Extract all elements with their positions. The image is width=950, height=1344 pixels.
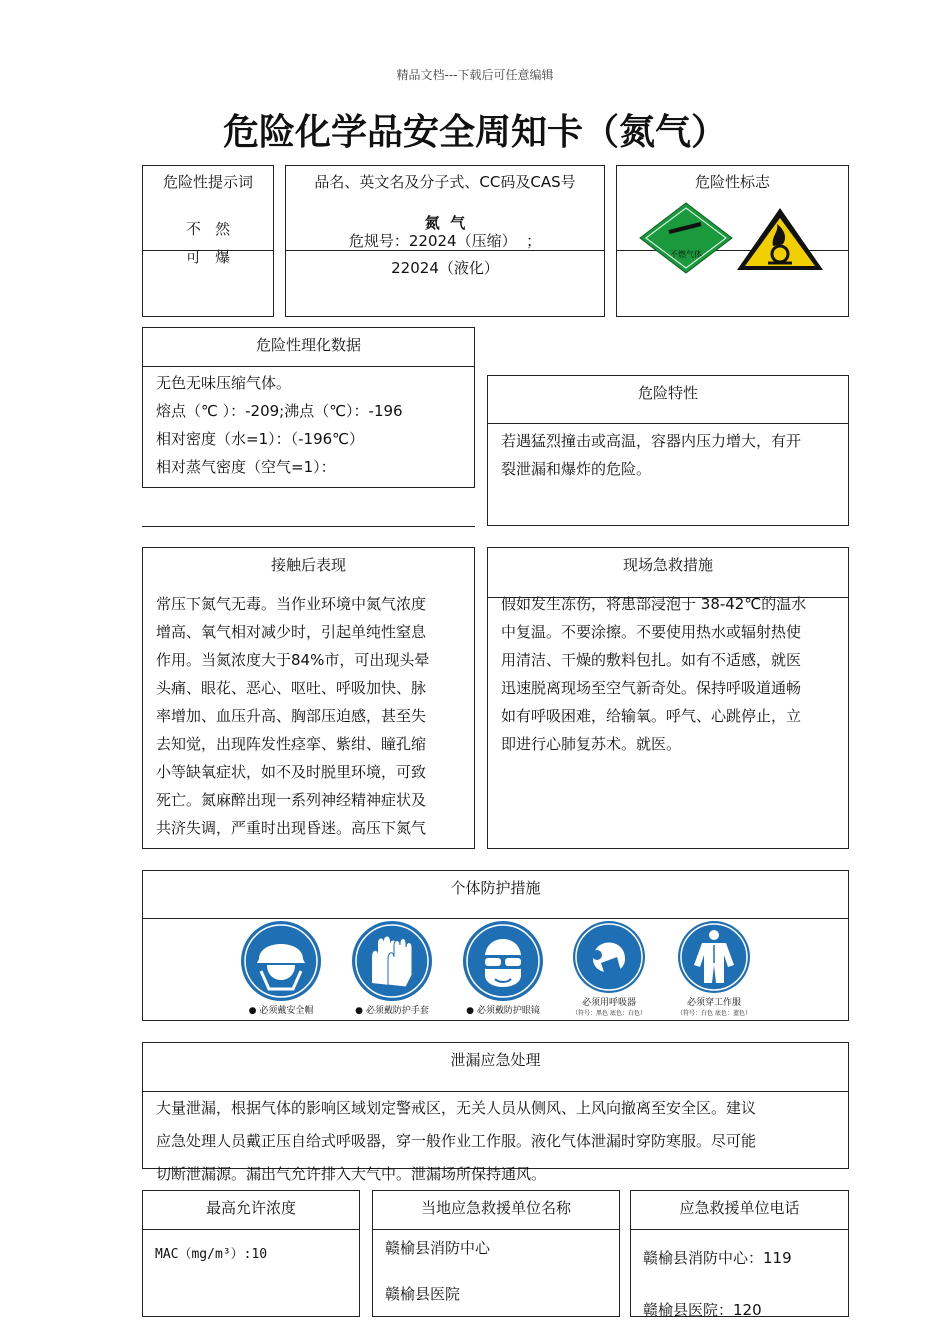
physchem-line: 无色无味压缩气体。 (156, 374, 292, 392)
divider (286, 250, 604, 251)
page-title: 危险化学品安全周知卡（氮气） (222, 111, 727, 153)
mac-value: MAC（mg/m³）:10 (155, 1247, 268, 1262)
hazard-prop-line: 若遇猛烈撞击或高温，容器内压力增大，有开 (501, 432, 802, 450)
hazard-prop-text (501, 427, 801, 483)
divider (488, 597, 848, 598)
hazard-code-line1: 危规号：22024（压缩） ； (348, 232, 542, 250)
contact-line: 增高、氧气相对减少时，引起单纯性窒息 (156, 623, 427, 641)
leak-heading: 泄漏应急处理 (450, 1051, 541, 1069)
contact-line: 共济失调，严重时出现昏迷。高压下氮气 (156, 819, 427, 837)
divider (373, 1229, 619, 1230)
identity-heading: 品名、英文名及分子式、CC码及CAS号 (314, 173, 576, 191)
phones-box (630, 1190, 849, 1317)
oxidizer-warning-triangle-icon (735, 206, 825, 272)
ppe-sublabel: （符号：白色 底色：蓝色） (677, 1010, 751, 1017)
phones-heading: 应急救援单位电话 (679, 1199, 800, 1217)
first-aid-line: 迅速脱离现场至空气新奇处。保持呼吸道通畅 (501, 679, 802, 697)
local-units-heading: 当地应急救援单位名称 (420, 1199, 571, 1217)
gloves-icon (350, 919, 434, 1003)
ppe-heading: 个体防护措施 (450, 879, 541, 897)
first-aid-line: 即进行心肺复苏术。就医。 (501, 735, 682, 753)
ppe-box (142, 870, 849, 1021)
contact-text (156, 590, 429, 842)
divider (488, 423, 848, 424)
ppe-label: 必须戴安全帽 (259, 1006, 314, 1016)
hard-hat-icon (239, 919, 323, 1003)
physchem-line: 熔点（℃ ）：-209;沸点（℃）：-196 (156, 402, 403, 420)
hazard-prop-heading: 危险特性 (637, 384, 698, 402)
goggles-icon (461, 919, 545, 1003)
physchem-heading: 危险性理化数据 (255, 336, 361, 354)
hazard-sign-box (616, 165, 849, 317)
local-unit-1: 赣榆县消防中心 (385, 1239, 491, 1257)
first-aid-box (487, 547, 849, 849)
divider (631, 1229, 848, 1230)
first-aid-text (501, 590, 806, 758)
ppe-caption-work-clothes (654, 995, 774, 1017)
ppe-label: 必须戴防护眼镜 (476, 1006, 540, 1016)
substance-name: 氮 气 (424, 214, 466, 232)
hazard-word-box (142, 165, 274, 317)
non-flammable-gas-diamond-icon (639, 202, 733, 274)
diamond-label: 不燃气体 (670, 250, 702, 259)
contact-box (142, 547, 475, 849)
mac-heading: 最高允许浓度 (205, 1199, 296, 1217)
contact-heading: 接触后表现 (270, 556, 346, 574)
first-aid-line: 用清洁、干燥的敷料包扎。如有不适感，就医 (501, 651, 802, 669)
ppe-caption-hard-hat: ● 必须戴安全帽 (248, 1006, 314, 1016)
hazard-word-heading: 危险性提示词 (162, 173, 253, 191)
leak-line: 大量泄漏，根据气体的影响区域划定警戒区，无关人员从侧风、上风向撤离至安全区。建议 (156, 1099, 757, 1117)
phone-line-2: 赣榆县医院：120 (643, 1301, 762, 1319)
first-aid-line: 假如发生冻伤，将患部浸泡于 38-42℃的温水 (501, 595, 807, 613)
first-aid-body (488, 595, 848, 848)
local-units-box (372, 1190, 620, 1317)
divider (143, 1229, 359, 1230)
hazard-prop-line: 裂泄漏和爆炸的危险。 (501, 460, 652, 478)
leak-line: 切断泄漏源。漏出气允许排入大气中。泄漏场所保持通风。 (156, 1165, 547, 1183)
hazard-code-line2: 22024（液化） (391, 259, 499, 277)
contact-line: 头痛、眼花、恶心、呕吐、呼吸加快、脉 (156, 679, 427, 697)
identity-box (285, 165, 605, 317)
contact-line: 常压下氮气无毒。当作业环境中氮气浓度 (156, 595, 427, 613)
respirator-icon (571, 919, 647, 995)
ppe-caption-goggles: ● 必须戴防护眼镜 (466, 1006, 540, 1016)
first-aid-heading: 现场急救措施 (622, 556, 713, 574)
work-clothes-icon (676, 919, 752, 995)
local-unit-2: 赣榆县医院 (385, 1285, 461, 1303)
physchem-text (156, 369, 403, 481)
ppe-caption-respirator (549, 995, 669, 1017)
contact-line: 死亡。氮麻醉出现一系列神经精神症状及 (156, 791, 427, 809)
contact-line: 小等缺氧症状，如不及时脱里环境，可致 (156, 763, 427, 781)
first-aid-line: 中复温。不要涂擦。不要使用热水或辐射热使 (501, 623, 802, 641)
physchem-line: 相对密度（水=1）：（-196℃） (156, 430, 365, 448)
leak-text (156, 1092, 756, 1191)
phone-line-1: 赣榆县消防中心：119 (643, 1249, 792, 1267)
contact-line: 作用。当氮浓度大于84%市，可出现头晕 (156, 651, 430, 669)
hazard-sign-heading: 危险性标志 (694, 173, 770, 191)
divider (142, 526, 475, 527)
ppe-sublabel: （符号：黑色 底色：白色） (572, 1010, 646, 1017)
first-aid-line: 如有呼吸困难，给输氧。呼气、心跳停止，立 (501, 707, 802, 725)
hazard-prop-box (487, 375, 849, 526)
mac-box (142, 1190, 360, 1317)
divider (143, 366, 474, 367)
leak-box (142, 1042, 849, 1183)
header-note: 精品文档---下载后可任意编辑 (396, 68, 554, 82)
hazard-word-line2: 可 爆 (185, 248, 231, 266)
hazard-word-line1: 不 然 (185, 220, 231, 238)
contact-line: 率增加、血压升高、胸部压迫感，甚至失 (156, 707, 427, 725)
ppe-label: 必须用呼吸器 (581, 998, 636, 1008)
leak-line: 应急处理人员戴正压自给式呼吸器，穿一般作业工作服。液化气体泄漏时穿防寒服。尽可能 (156, 1132, 757, 1150)
contact-line: 去知觉，出现阵发性痉挛、紫绀、瞳孔缩 (156, 735, 427, 753)
ppe-label: 必须穿工作服 (686, 998, 741, 1008)
ppe-caption-gloves: ● 必须戴防护手套 (355, 1006, 429, 1016)
ppe-label: 必须戴防护手套 (365, 1006, 429, 1016)
physchem-line: 相对蒸气密度（空气=1）： (156, 458, 336, 476)
physchem-box (142, 327, 475, 488)
